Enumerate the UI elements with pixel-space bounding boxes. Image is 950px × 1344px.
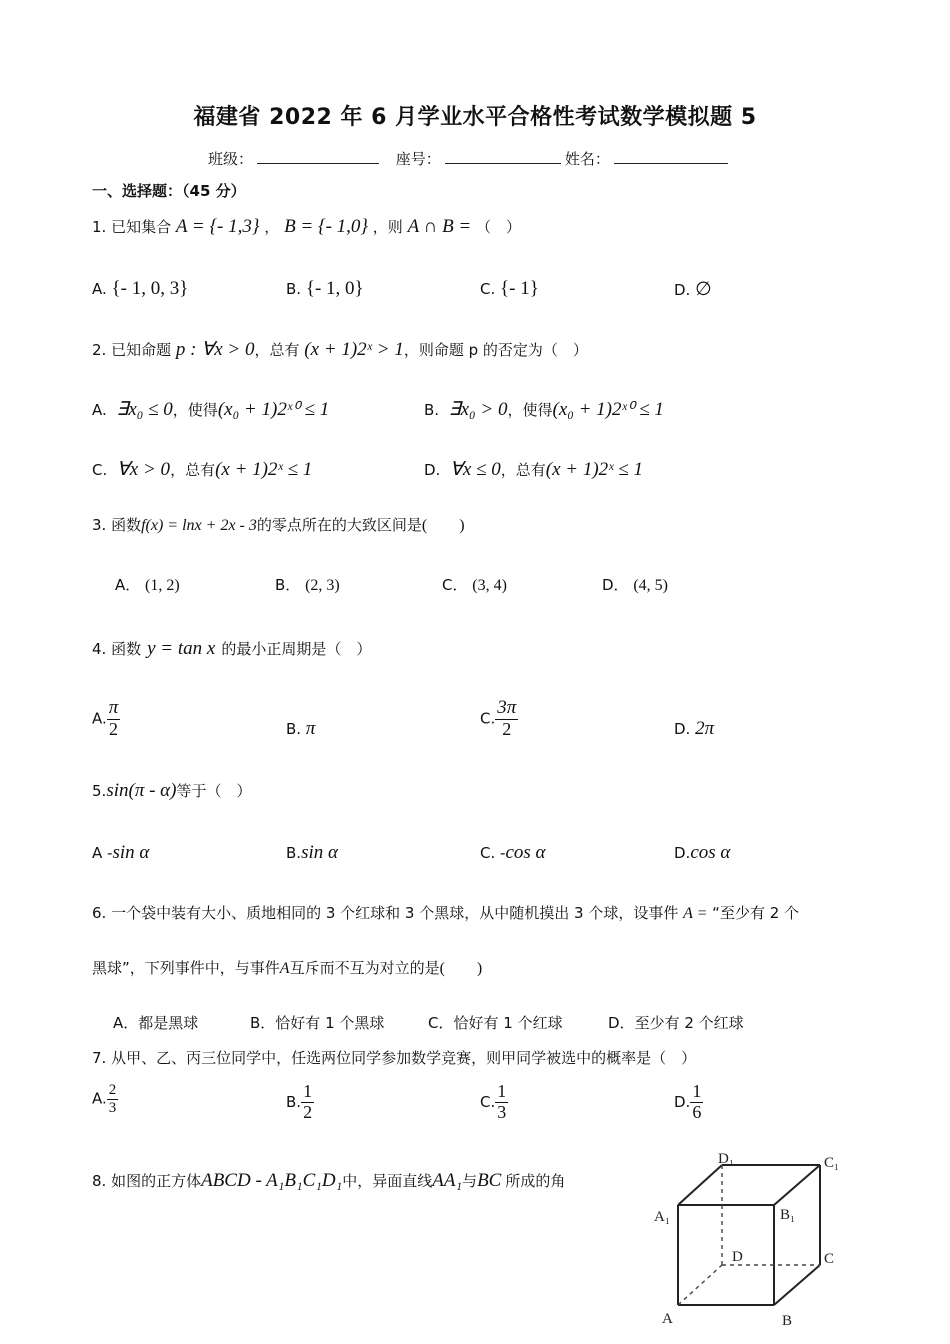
option-label: C. <box>92 461 108 479</box>
option-label: A． <box>115 576 141 594</box>
option-label: B. <box>286 1092 302 1111</box>
class-field[interactable] <box>257 149 379 164</box>
option-label: A． <box>113 1014 139 1032</box>
fraction-denominator: 2 <box>502 718 512 739</box>
q5-option-a[interactable] <box>92 842 149 864</box>
option-label: A. <box>92 280 107 298</box>
q2-inequality: (x + 1)2ˣ > 1 <box>304 339 404 360</box>
q6-event: A = <box>683 905 708 922</box>
option-value: cos α <box>690 842 731 863</box>
class-label: 班级： <box>208 150 254 168</box>
q3-option-d[interactable] <box>602 574 668 595</box>
option-inequality: (x + 1)2ˣ ≤ 1 <box>215 459 313 480</box>
edge-ad <box>678 1265 722 1305</box>
option-value: {- 1, 0} <box>305 278 364 299</box>
option-label: A - <box>92 844 113 862</box>
q1-set-b: B = {- 1,0} <box>284 216 369 237</box>
q6-option-b[interactable] <box>250 1012 384 1033</box>
name-field[interactable] <box>614 149 728 164</box>
edge-b1c1 <box>774 1165 820 1205</box>
option-label: A. <box>92 1089 107 1108</box>
option-label: C. <box>480 709 496 728</box>
option-value: {- 1, 0, 3} <box>111 278 189 299</box>
option-inequality: (x + 1)2ˣ ≤ 1 <box>545 459 643 480</box>
q8-and: 与 <box>462 1172 478 1190</box>
option-value: {- 1} <box>500 278 539 299</box>
option-label: C． <box>442 576 468 594</box>
q8-mid: 中，异面直线 <box>342 1172 433 1190</box>
q4-prefix: 4. 函数 <box>92 640 142 658</box>
option-value: π <box>305 718 316 739</box>
option-condition: ∀x ≤ 0 <box>449 459 501 480</box>
q7-option-c[interactable] <box>480 1082 508 1123</box>
seat-field[interactable] <box>445 149 561 164</box>
q1-option-c[interactable] <box>480 278 539 300</box>
q2-tail: ，则命题 p 的否定为（ ） <box>403 341 588 359</box>
option-label: B. <box>286 844 302 862</box>
q1-option-b[interactable] <box>286 278 364 300</box>
fraction-numerator: 1 <box>692 1081 702 1101</box>
option-label: D． <box>602 576 629 594</box>
label-b1: B₁ <box>780 1207 796 1223</box>
q4-option-d[interactable] <box>674 718 714 740</box>
label-d1: D₁ <box>718 1151 735 1167</box>
q1-option-d[interactable] <box>674 278 712 301</box>
q3-answer-blank: ( ) <box>421 517 465 534</box>
option-label: D. <box>674 1092 691 1111</box>
q3-option-c[interactable] <box>442 574 507 595</box>
question-8 <box>92 1170 565 1192</box>
q4-option-b[interactable] <box>286 718 315 740</box>
question-7: 7. 从甲、乙、丙三位同学中，任选两位同学参加数学竞赛，则甲同学被选中的概率是（ ） <box>92 1049 697 1067</box>
option-label: C． <box>428 1014 454 1032</box>
q4-option-c[interactable] <box>480 698 518 740</box>
option-value: sin α <box>301 842 338 863</box>
q2-prefix: 2. 已知命题 <box>92 341 172 359</box>
cube-figure <box>640 1145 870 1335</box>
q1-tail: ，则 <box>372 218 403 236</box>
option-label: C. <box>480 1092 496 1111</box>
q7-option-b[interactable] <box>286 1082 314 1123</box>
option-word: ，总有 <box>500 461 546 479</box>
fraction-denominator: 2 <box>303 1101 313 1122</box>
q6-text: 互斥而不互为对立的是 <box>289 959 440 977</box>
q1-answer-blank: （ ） <box>476 218 522 236</box>
option-label: C. <box>480 280 496 298</box>
q7-option-a[interactable] <box>92 1082 118 1116</box>
q3-prefix: 3. 函数 <box>92 516 142 534</box>
q5-tail: 等于（ ） <box>176 782 252 800</box>
option-value: cos α <box>505 842 546 863</box>
edge-a1d1 <box>678 1165 722 1205</box>
fraction-numerator: 3π <box>497 697 517 718</box>
question-1 <box>92 216 521 238</box>
q4-function: y = tan x <box>147 638 216 659</box>
label-a1: A₁ <box>654 1209 671 1225</box>
fraction-numerator: π <box>108 697 119 718</box>
label-d: D <box>732 1249 743 1265</box>
q6-option-a[interactable] <box>113 1012 198 1033</box>
question-5 <box>92 780 251 802</box>
q2-proposition: p : ∀x > 0 <box>175 339 255 360</box>
q8-tail: 所成的角 <box>505 1172 566 1190</box>
name-label: 姓名： <box>564 150 610 168</box>
q6-text: 黑球”，下列事件中，与事件 <box>92 959 280 977</box>
q3-option-a[interactable] <box>115 574 180 595</box>
option-label: A. <box>92 709 107 728</box>
label-b: B <box>782 1313 793 1329</box>
option-word: ，总有 <box>170 461 216 479</box>
q3-tail: 的零点所在的大致区间是 <box>256 516 422 534</box>
q5-prefix: 5. <box>92 782 107 800</box>
label-c: C <box>824 1251 835 1267</box>
fraction-denominator: 3 <box>108 1099 117 1116</box>
label-a: A <box>662 1311 673 1327</box>
q6-text: “至少有 2 个 <box>712 904 800 922</box>
option-label: D. <box>674 281 691 299</box>
option-value: ∅ <box>695 279 712 300</box>
option-value: (4, 5) <box>633 577 668 594</box>
option-word: ，使得 <box>172 401 218 419</box>
option-condition: ∀x > 0 <box>116 459 171 480</box>
q2-option-c[interactable] <box>92 458 312 481</box>
q3-option-b[interactable] <box>275 574 340 595</box>
option-condition: ∃x₀ ≤ 0 <box>116 399 173 420</box>
q7-option-d[interactable] <box>674 1082 703 1123</box>
option-label: B. <box>424 401 440 419</box>
fraction-numerator: 2 <box>108 1082 117 1098</box>
page-title: 福建省 2022 年 6 月学业水平合格性考试数学模拟题 5 <box>193 105 757 130</box>
option-inequality: (x₀ + 1)2ˣ⁰ ≤ 1 <box>552 399 664 420</box>
option-label: D. <box>424 461 441 479</box>
question-4 <box>92 638 371 660</box>
fraction-numerator: 1 <box>497 1081 507 1101</box>
q2-option-a[interactable] <box>92 398 329 421</box>
q5-option-d[interactable] <box>674 842 730 864</box>
fraction-numerator: 1 <box>303 1081 313 1101</box>
q2-option-b[interactable] <box>424 398 664 421</box>
question-6-line-2 <box>92 955 482 978</box>
option-label: D. <box>674 720 691 738</box>
option-label: C. - <box>480 844 506 862</box>
q6-option-c[interactable] <box>428 1012 563 1033</box>
q8-line-2: BC <box>477 1170 502 1191</box>
option-label: B． <box>275 576 301 594</box>
q1-set-a: A = {- 1,3} <box>175 216 260 237</box>
q3-function: f(x) = lnx + 2x - 3 <box>141 517 257 534</box>
seat-label: 座号： <box>395 150 441 168</box>
q8-cube: ABCD - A₁B₁C₁D₁ <box>201 1170 343 1191</box>
q2-option-d[interactable] <box>424 458 643 481</box>
question-3 <box>92 512 465 535</box>
option-label: D. <box>674 844 691 862</box>
fraction-denominator: 3 <box>497 1101 507 1122</box>
option-value: (1, 2) <box>145 577 180 594</box>
q6-answer-blank: ( ) <box>439 960 483 977</box>
option-label: A. <box>92 401 107 419</box>
option-value: 恰好有 1 个黑球 <box>275 1014 385 1032</box>
question-2 <box>92 338 588 361</box>
q4-option-a[interactable] <box>92 698 120 740</box>
q6-text: 6. 一个袋中装有大小、质地相同的 3 个红球和 3 个黑球，从中随机摸出 3 个球，设事件 <box>92 904 679 922</box>
edge-bc <box>774 1265 820 1305</box>
section-heading: 一、选择题：（45 分） <box>92 182 246 200</box>
option-label: B． <box>250 1014 276 1032</box>
q1-separator: ， <box>264 218 280 236</box>
q1-expression: A ∩ B = <box>407 216 472 237</box>
q1-option-a[interactable] <box>92 278 188 300</box>
fraction-denominator: 6 <box>692 1101 702 1122</box>
q5-option-b[interactable] <box>286 842 338 864</box>
option-value: sin α <box>112 842 150 863</box>
q6-variable: A <box>279 960 290 977</box>
option-label: B. <box>286 720 302 738</box>
q2-mid: ，总有 <box>254 341 300 359</box>
q4-tail: 的最小正周期是（ ） <box>221 640 372 658</box>
option-value: 都是黑球 <box>138 1014 199 1032</box>
q8-prefix: 8. 如图的正方体 <box>92 1172 202 1190</box>
option-label: B. <box>286 280 302 298</box>
q5-option-c[interactable] <box>480 842 546 864</box>
option-value: (3, 4) <box>472 577 507 594</box>
option-value: 2π <box>695 718 715 739</box>
option-label: D． <box>608 1014 635 1032</box>
q8-line-1: AA₁ <box>432 1170 463 1191</box>
q1-prefix: 1. 已知集合 <box>92 218 172 236</box>
question-6-line-1 <box>92 902 799 923</box>
option-value: 至少有 2 个红球 <box>634 1014 744 1032</box>
option-value: (2, 3) <box>305 577 340 594</box>
fraction-denominator: 2 <box>109 718 119 739</box>
label-c1: C₁ <box>824 1155 840 1171</box>
option-word: ，使得 <box>507 401 553 419</box>
option-inequality: (x₀ + 1)2ˣ⁰ ≤ 1 <box>217 399 330 420</box>
option-condition: ∃x₀ > 0 <box>448 399 508 420</box>
q6-option-d[interactable] <box>608 1012 744 1033</box>
student-info <box>208 148 732 169</box>
option-value: 恰好有 1 个红球 <box>453 1014 563 1032</box>
q5-expression: sin(π - α) <box>106 780 177 801</box>
